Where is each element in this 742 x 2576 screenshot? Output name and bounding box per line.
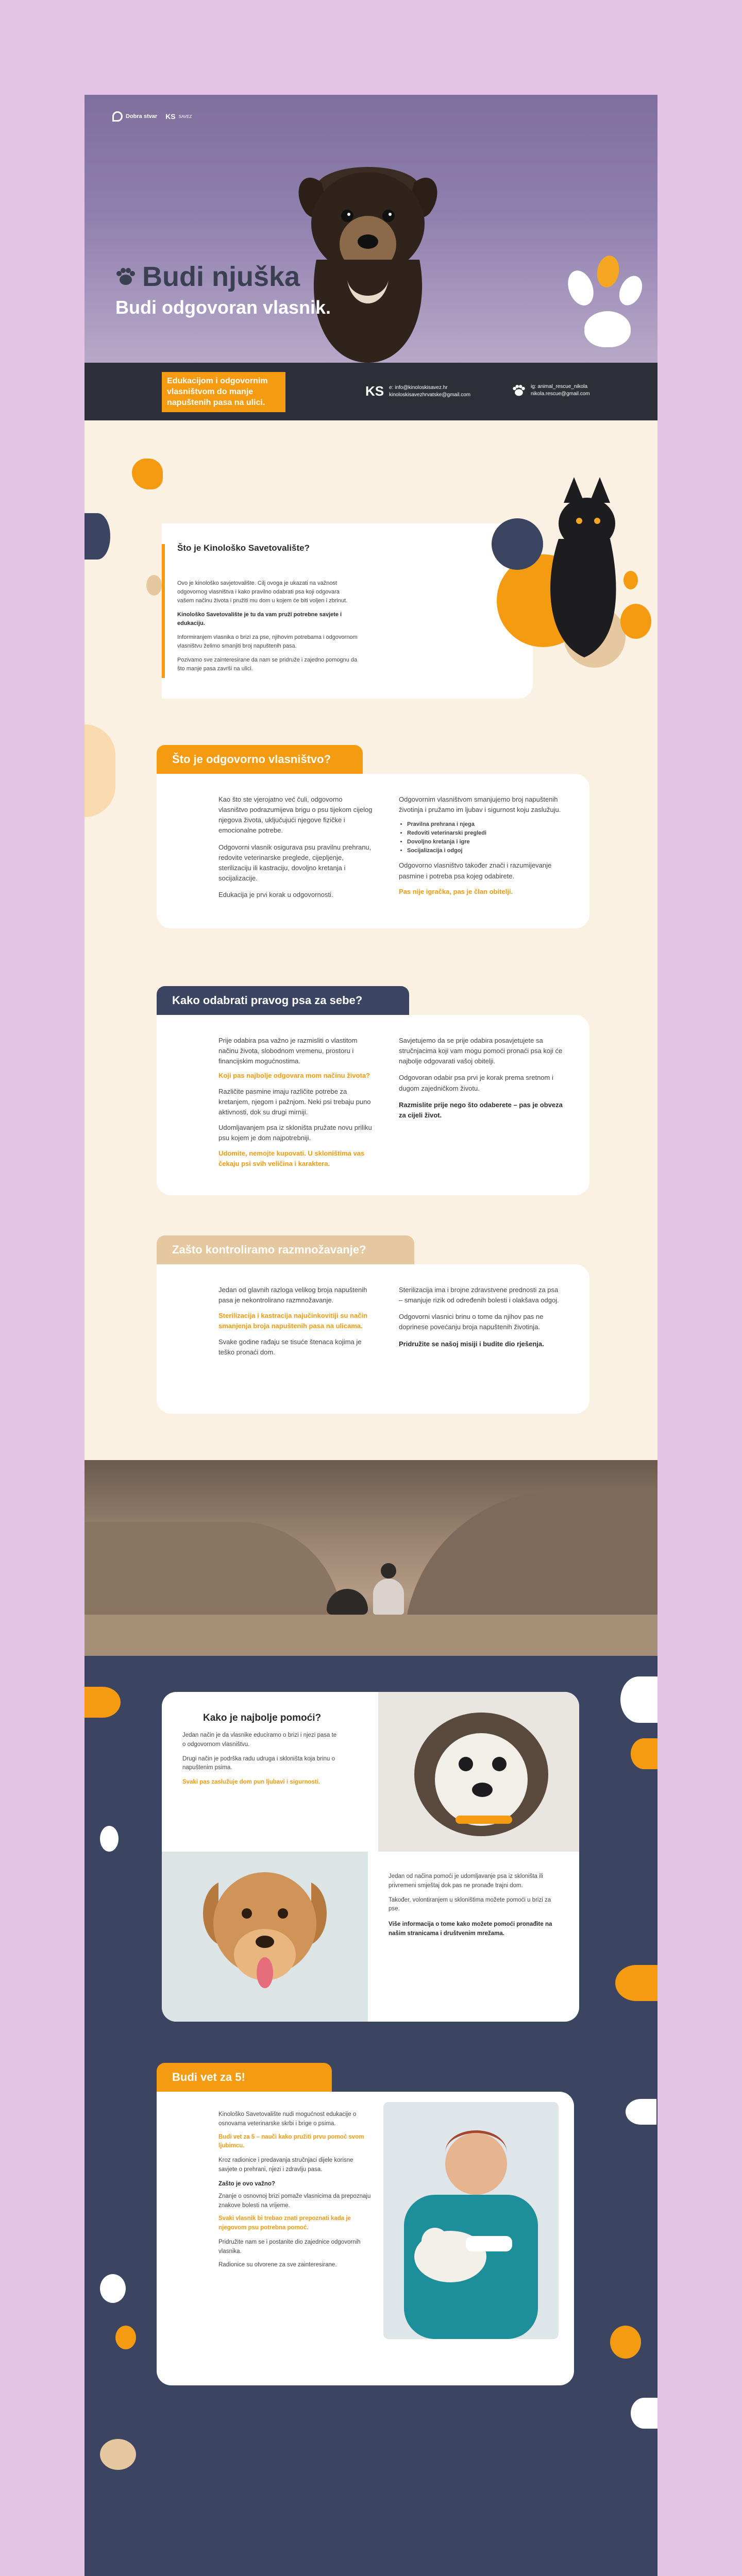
- dobra-stvar-logo: Dobra stvar: [112, 111, 157, 122]
- info-tagline: Edukacijom i odgovornim vlasništvom do manje napuštenih pasa na ulici.: [162, 372, 285, 412]
- dobra-icon: [112, 111, 123, 122]
- hero-paw-blob-3: [615, 272, 647, 309]
- hero-paw-blob-4: [584, 311, 631, 347]
- person-figure: [373, 1563, 404, 1615]
- section1-card: [157, 774, 589, 928]
- section1-blob-left: [85, 724, 115, 817]
- volunteer-text: Kinološko Savetovalište nudi mogućnost edukacije o osnovama veterinarske skrbi i brige o psima. Budi vet za 5 – nauči kako pružiti prvu pomoć svom ljubimcu. Kroz radionice i predavanja stručnjaci dijele korisne savjete o prehrani, njezi i zdravlju pasa. Zašto je ovo važno? Znanje o osnovnoj brizi pomaže vlasnicima da prepoznaju znakove bolesti na vrijeme. Svaki vlasnik bi trebao znati prepoznati kada je njegovom psu potrebna pomoć. Pridružite nam se i postanite dio zajednice odgovornih vlasnika. Radionice su otvorene za sve zainteresirane.: [218, 2111, 371, 2268]
- section3-card: [157, 1264, 589, 1414]
- page: [85, 95, 657, 2576]
- dogs-heading: Kako je najbolje pomoći?: [203, 1713, 322, 1723]
- hero-subtitle: Budi odgovoran vlasnik.: [115, 297, 331, 318]
- dog-image-shihtzu: [378, 1692, 579, 1852]
- section2-card: [157, 1015, 589, 1195]
- intro-section: [85, 420, 657, 719]
- intro-blob-orange: [132, 459, 163, 489]
- volunteer-tab: Budi vet za 5!: [157, 2063, 332, 2092]
- hero-paw-blob-2: [595, 254, 621, 289]
- dogs-section: [85, 1656, 657, 2576]
- section3-tab: Zašto kontroliramo razmnožavanje?: [157, 1235, 414, 1264]
- dogs-card: [162, 1692, 579, 2022]
- hero: [85, 95, 657, 363]
- intro-blob-tan: [146, 575, 162, 596]
- hero-title: Budi njuška: [142, 261, 300, 292]
- intro-text: Što je Kinološko Savetovalište? Ovo je kinološko savjetovalište. Cilj ovoga je ukazati na važnost odgovornog vlasništva i kako pravilno odabrati psa koji odgovara vašem načinu života i pružiti mu dom u kojem će biti voljen i zbrinut. Kinološko Savetovalište je tu da vam pruži potrebne savjete i edukaciju. Informiranjem vlasnika o brizi za pse, njihovim potrebama i odgovornom vlasništvu želimo smanjiti broj napuštenih pasa. Pozivamo sve zainteresirane da nam se pridruže i zajedno pomognu da što manje pasa završi na ulici.: [177, 543, 358, 672]
- dogs-blob-1: [85, 1687, 121, 1718]
- section2-tab: Kako odabrati pravog psa za sebe?: [157, 986, 409, 1015]
- section3-right: Sterilizacija ima i brojne zdravstvene prednosti za psa – smanjuje rizik od određenih bolesti i olakšava odgoj. Odgovorni vlasnici brinu o tome da njihov pas ne doprinese povećanju broja napuštenih životinja. Pridružite se našoj misiji i budite dio rješenja.: [399, 1286, 559, 1348]
- hero-paw-blob-1: [563, 267, 598, 309]
- ground: [85, 1615, 657, 1656]
- hero-logos: [112, 111, 192, 122]
- vet-image: [383, 2102, 559, 2339]
- ks-logo-small: KS SAVEZ: [165, 112, 192, 121]
- hero-dog-illustration: [260, 126, 476, 363]
- section1-list: • Pravilna prehrana i njega • Redoviti veterinarski pregledi • Dovoljno kretanja i igre • Socijalizacija i odgoj: [399, 820, 564, 855]
- dogs-blob-3: [631, 1738, 657, 1769]
- dogs-blob-11: [100, 2439, 136, 2470]
- dogs-card-text-top: Kako je najbolje pomoći? Jedan način je da vlasnike educiramo o brizi i njezi pasa te o odgovornom vlasništvu. Drugi način je podrška radu udruga i skloništa koja brinu o napuštenim psima. Svaki pas zaslužuje dom pun ljubavi i sigurnosti.: [182, 1713, 337, 1786]
- dogs-card-text-bottom: Jedan od načina pomoći je udomljavanje psa iz skloništa ili privremeni smještaj dok pas ne pronađe trajni dom. Također, volontiranjem u skloništima možete pomoći u brizi za pse. Više informacija o tome kako možete pomoći pronađite na našim stranicama i društvenim mrežama.: [389, 1873, 552, 1937]
- dogs-blob-4: [100, 1826, 119, 1852]
- section1-left: Kao što ste vjerojatno već čuli, odgovorno vlasništvo podrazumijeva brigu o psu tijekom cijelog njegova života, uključujući njegove fizičke i emocionalne potrebe. Odgovorni vlasnik osigurava psu pravilnu prehranu, redovite veterinarske preglede, cijepljenje, sterilizaciju ili kastraciju, dovoljno kretanja i socijalizacije. Edukacija je prvi korak u odgovornosti.: [218, 795, 373, 899]
- dogs-blob-10: [631, 2398, 657, 2429]
- paw-icon: [512, 384, 526, 397]
- photo-strip: [85, 1460, 657, 1656]
- info-contact-right: ig: animal_rescue_nikola nikola.rescue@gmail.com: [512, 383, 590, 398]
- dogs-blob-2: [620, 1676, 657, 1723]
- info-contact-left: KS e: info@kinoloskisavez.hr kinoloskisavezhrvatske@gmail.com: [365, 383, 471, 399]
- section2-left: Prije odabira psa važno je razmisliti o vlastitom načinu života, slobodnom vremenu, prostoru i financijskim mogućnostima. Koji pas najbolje odgovara mom načinu života? Različite pasmine imaju različite potrebe za kretanjem, njegom i pažnjom. Neki psi trebaju puno aktivnosti, dok su drugi mirniji. Udomljavanjem psa iz skloništa pružate novu priliku psu kojem je dom najpotrebniji. Udomite, nemojte kupovati. U skloništima vas čekaju psi svih veličina i karaktera.: [218, 1037, 372, 1168]
- intro-accent-bar: [162, 544, 165, 678]
- intro-dog-illustration: [486, 472, 657, 678]
- info-bar: [85, 363, 657, 420]
- hero-title-row: [115, 261, 300, 293]
- dogs-blob-7: [100, 2274, 126, 2303]
- section1-right: Odgovornim vlasništvom smanjujemo broj napuštenih životinja i pružamo im ljubav i sigurnost koju zaslužuju. • Pravilna prehrana i njega • Redoviti veterinarski pregledi • Dovoljno kretanja i igre • Socijalizacija i odgoj Odgovorno vlasništvo također znači i razumijevanje pasmine i potreba psa kojeg odabirete. Pas nije igračka, pas je član obitelji.: [399, 794, 564, 897]
- intro-card: [162, 523, 533, 699]
- section3-left: Jedan od glavnih razloga velikog broja napuštenih pasa je nekontrolirano razmnožavanje. Sterilizacija i kastracija najučinkovitiji su način smanjenja broja napuštenih pasa na ulicama. Svake godine rađaju se tisuće štenaca kojima je teško pronaći dom.: [218, 1286, 368, 1356]
- intro-heading: Što je Kinološko Savetovalište?: [177, 543, 310, 553]
- dogs-blob-6: [626, 2099, 656, 2125]
- dogs-blob-9: [610, 2326, 641, 2359]
- intro-blob-navy: [85, 513, 110, 560]
- dogs-blob-8: [115, 2326, 136, 2349]
- paw-icon: [115, 267, 136, 286]
- section2-right: Savjetujemo da se prije odabira posavjetujete sa stručnjacima koji vam mogu pomoći pronaći psa koji će najbolje odgovarati vašoj obitelji. Odgovoran odabir psa prvi je korak prema sretnom i dugom zajedničkom životu. Razmislite prije nego što odaberete – pas je obveza za cijeli život.: [399, 1037, 563, 1119]
- section1-tab: Što je odgovorno vlasništvo?: [157, 745, 363, 774]
- dog-image-labrador: [162, 1852, 368, 2022]
- volunteer-card: [157, 2092, 574, 2385]
- dogs-blob-5: [615, 1965, 657, 2001]
